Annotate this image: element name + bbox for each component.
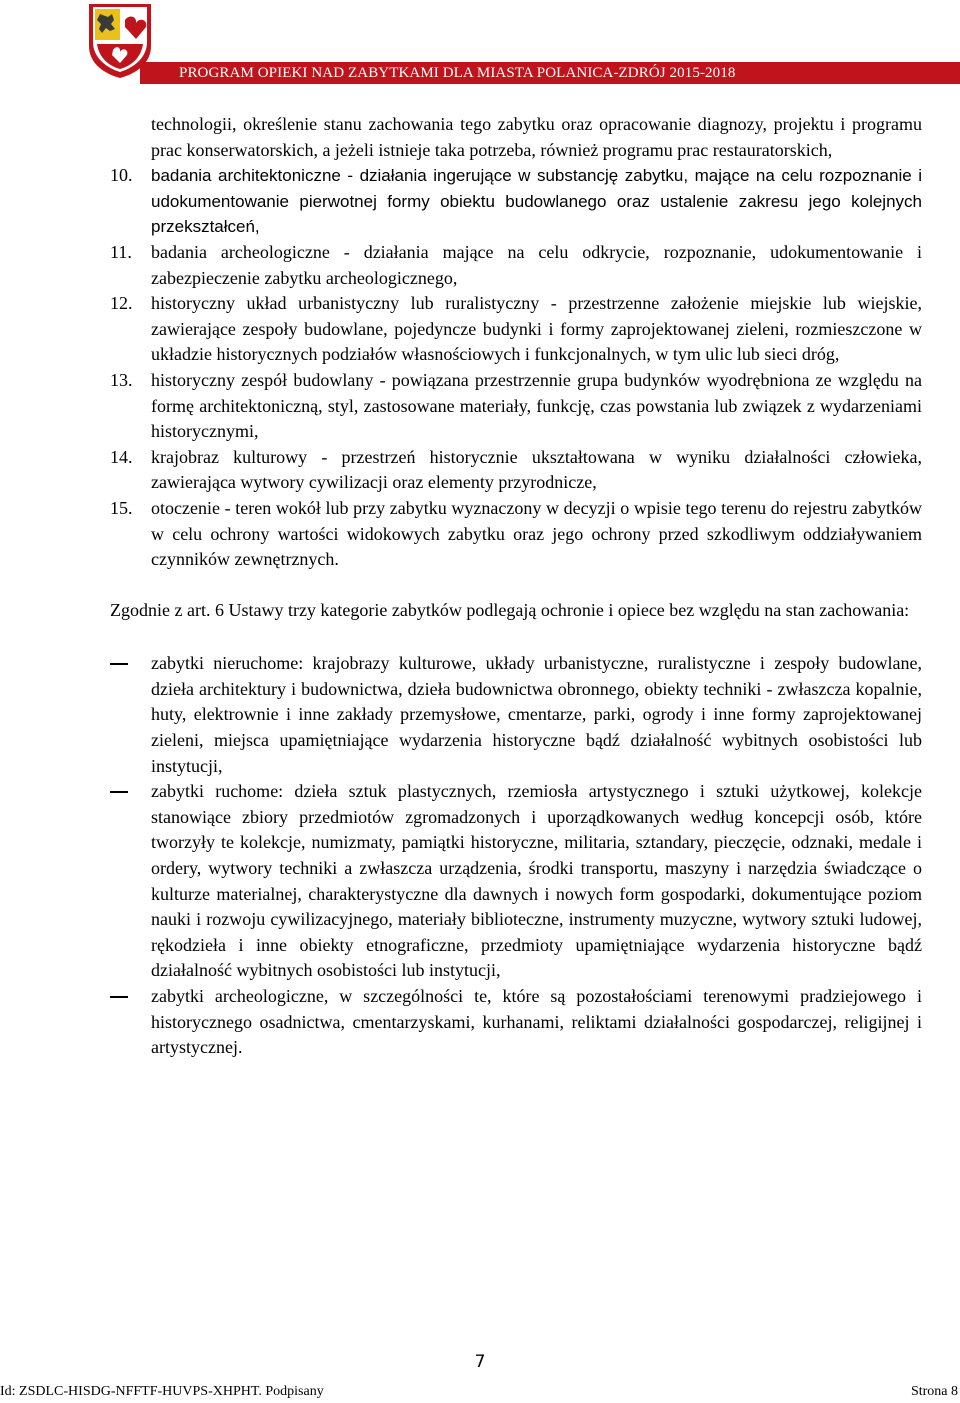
bullet-item (110, 779, 922, 984)
paragraph: Zgodnie z art. 6 Ustawy trzy kategorie zabytków podlegają ochronie i opiece bez względu na stan zachowania: (110, 599, 910, 620)
list-item (110, 496, 922, 573)
dash-icon (110, 996, 128, 998)
list-item (110, 291, 922, 368)
list-item-text: technologii, określenie stanu zachowania tego zabytku oraz opracowanie diagnozy, projektu i programu prac konserwatorskich, a jeżeli istnieje taka potrzeba, również programu prac restauratorskich, (151, 114, 922, 160)
list-item-text: badania architektoniczne - działania ingerujące w substancję zabytku, mające na celu rozpoznanie i udokumentowanie pierwotnej formy obiektu budowlanego oraz ustalenie zakresu jego kolejnych przekształceń, (151, 166, 922, 237)
bullet-text: zabytki ruchome: dzieła sztuk plastycznych, rzemiosła artystycznego i sztuki użytkowej, kolekcje stanowiące zbiory przedmiotów zgromadzonych i uporządkowanych według koncepcji osób, które tworzyły te kolekcje, numizmaty, pamiątki historyczne, militaria, sztandary, pieczęcie, odznaki, medale i ordery, wytwory techniki a zwłaszcza urządzenia, środki transportu, maszyny i narzędzia świadczące o kulturze materialnej, charakterystyczne dla dawnych i nowych form gospodarki, dokumentujące poziom nauki i rozwoju cywilizacyjnego, materiały biblioteczne, instrumenty muzyczne, wytwory sztuki ludowej, rękodzieła i inne obiekty etnograficzne, przedmioty upamiętniające wydarzenia historyczne bądź działalność wybitnych osobistości lub instytucji, (151, 781, 922, 981)
list-item-text: otoczenie - teren wokół lub przy zabytku wyznaczony w decyzji o wpisie tego terenu do rejestru zabytków w celu ochrony wartości widokowych zabytku oraz jego ochrony przed szkodliwym oddziaływaniem czynników zewnętrznych. (151, 497, 922, 570)
list-item-number: 10. (110, 165, 133, 186)
list-item (110, 240, 922, 291)
list-item (110, 368, 922, 445)
bullet-text: zabytki nieruchome: krajobrazy kulturowe, układy urbanistyczne, ruralistyczne i zespoły budowlane, dzieła architektury i budownictwa, dzieła budownictwa obronnego, obiekty techniki - zwłaszcza kopalnie, huty, elektrownie i inne zakłady przemysłowe, cmentarze, parki, ogrody i inne formy zaprojektowanej zieleni, miejsca upamiętniające wydarzenia historyczne bądź działalność wybitnych osobistości lub instytucji, (151, 653, 922, 776)
document-body (110, 112, 922, 1061)
list-item-number: 12. (110, 293, 133, 314)
list-item-text: historyczny zespół budowlany - powiązana przestrzennie grupa budynków wyodrębniona ze względu na formę architektoniczną, styl, zastosowane materiały, funkcję, czas powstania lub związek z wydarzeniami historycznymi, (151, 369, 922, 442)
dash-icon (110, 663, 128, 665)
list-item-number: 13. (110, 369, 133, 390)
bullet-text: zabytki archeologiczne, w szczególności te, które są pozostałościami terenowymi pradziejowego i historycznego osadnictwa, cmentarzyskami, kurhanami, reliktami działalności gospodarczej, religijnej i artystycznej. (151, 986, 922, 1058)
list-item-text: historyczny układ urbanistyczny lub ruralistyczny - przestrzenne założenie miejskie lub wiejskie, zawierające zespoły budowlane, pojedyncze budynki i formy zaprojektowanej zieleni, rozmieszczone w układzie historycznych podziałów własnościowych i funkcjonalnych, w tym ulic lub sieci dróg, (151, 293, 922, 365)
list-item-number: 14. (110, 446, 133, 467)
bullet-item (110, 651, 922, 779)
document-id: Id: ZSDLC-HISDG-NFFTF-HUVPS-XHPHT. Podpisany (0, 1384, 324, 1399)
bullet-list (110, 651, 922, 1061)
list-item-number: 11. (110, 241, 132, 262)
list-item-text: krajobraz kulturowy - przestrzeń historycznie ukształtowana w wyniku działalności człowieka, zawierająca wytwory cywilizacji oraz elementy przyrodnicze, (151, 446, 922, 493)
list-item (110, 445, 922, 496)
bullet-item (110, 984, 922, 1061)
dash-icon (110, 791, 128, 793)
list-item-text: badania archeologiczne - działania mające na celu odkrycie, rozpoznanie, udokumentowanie i zabezpieczenie zabytku archeologicznego, (151, 241, 922, 288)
coat-of-arms-icon (85, 2, 155, 80)
list-item-number: 15. (110, 497, 133, 518)
page-label: Strona 8 (910, 1384, 958, 1399)
list-item (110, 112, 922, 163)
list-item (110, 163, 922, 240)
page-number: 7 (474, 1352, 486, 1372)
header-title: PROGRAM OPIEKI NAD ZABYTKAMI DLA MIASTA POLANICA-ZDRÓJ 2015-2018 (179, 65, 736, 81)
